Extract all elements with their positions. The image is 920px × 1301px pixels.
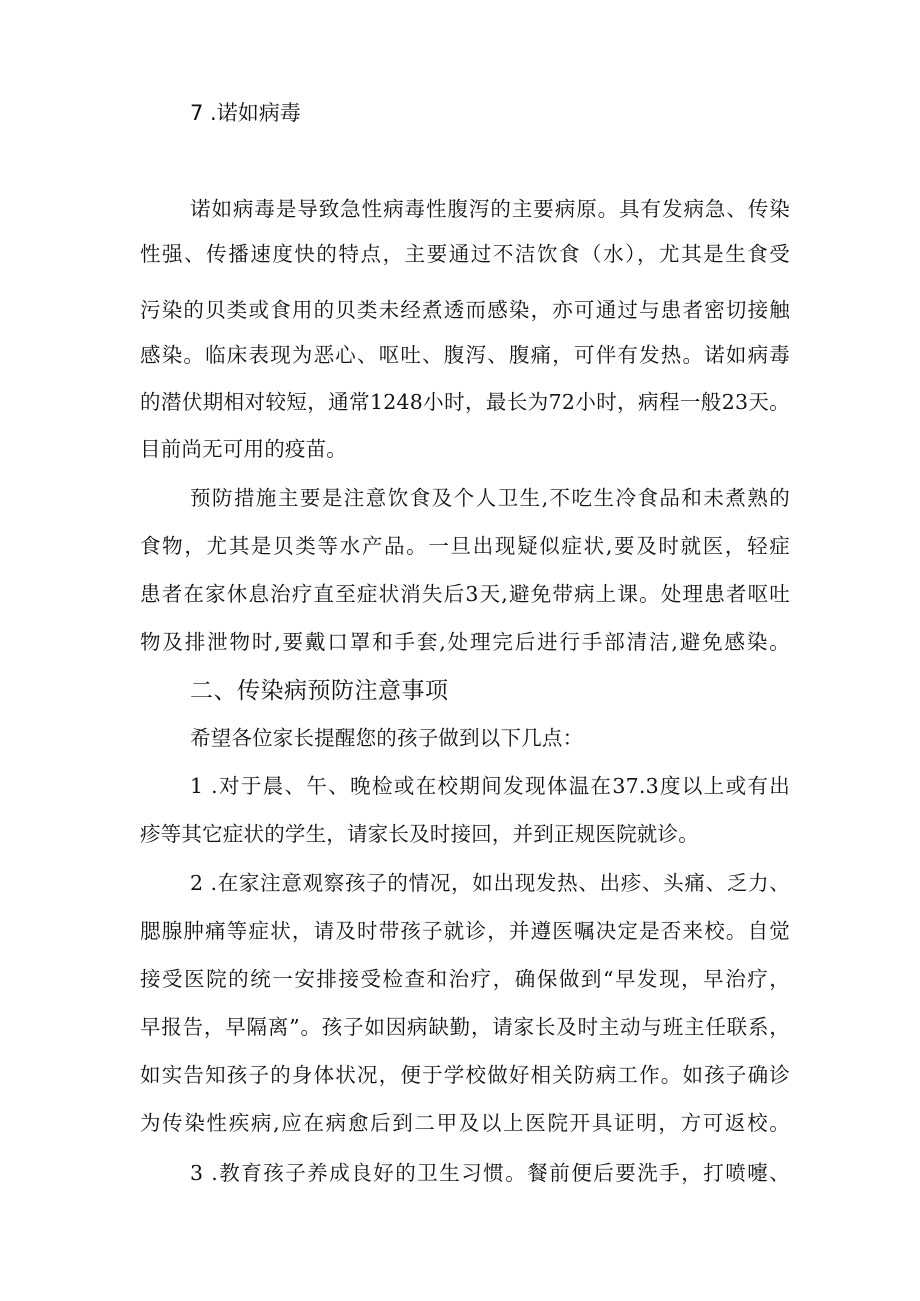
item-3-line-1: 3 .教育孩子养成良好的卫生习惯。餐前便后要洗手，打喷嚏、 <box>190 1161 790 1185</box>
item-2-line-2: 腮腺肿痛等症状，请及时带孩子就诊，并遵医嘱决定是否来校。自觉 <box>140 919 790 943</box>
section-2-heading: 二、传染病预防注意事项 <box>190 678 449 704</box>
intro-line: 希望各位家长提醒您的孩子做到以下几点： <box>190 726 584 750</box>
paragraph-2-line-1: 预防措施主要是注意饮食及个人卫生,不吃生冷食品和未煮熟的 <box>190 486 790 510</box>
item-2-line-5: 如实告知孩子的身体状况，便于学校做好相关防病工作。如孩子确诊 <box>140 1063 790 1087</box>
paragraph-1-line-6: 目前尚无可用的疫苗。 <box>140 437 347 461</box>
paragraph-2-line-3: 患者在家休息治疗直至症状消失后3天,避免带病上课。处理患者呕吐 <box>140 582 790 606</box>
item-1-line-1: 1 .对于晨、午、晚检或在校期间发现体温在37.3度以上或有出 <box>190 774 790 798</box>
paragraph-1-line-1: 诺如病毒是导致急性病毒性腹泻的主要病原。具有发病急、传染 <box>190 197 790 221</box>
paragraph-1-line-4: 感染。临床表现为恶心、呕吐、腹泻、腹痛，可伴有发热。诺如病毒 <box>140 343 790 367</box>
paragraph-1-line-5: 的潜伏期相对较短，通常1248小时，最长为72小时，病程一般23天。 <box>140 390 790 414</box>
item-7-heading: 7 .诺如病毒 <box>190 101 301 125</box>
item-2-line-3: 接受医院的统一安排接受检查和治疗，确保做到“早发现，早治疗， <box>140 967 790 991</box>
item-2-line-1: 2 .在家注意观察孩子的情况，如出现发热、出疹、头痛、乏力、 <box>190 871 790 895</box>
paragraph-1-line-2: 性强、传播速度快的特点，主要通过不洁饮食（水），尤其是生食受 <box>140 242 790 266</box>
item-1-line-2: 疹等其它症状的学生，请家长及时接回，并到正规医院就诊。 <box>140 822 699 846</box>
paragraph-2-line-4: 物及排泄物时,要戴口罩和手套,处理完后进行手部清洁,避免感染。 <box>140 630 790 654</box>
paragraph-2-line-2: 食物，尤其是贝类等水产品。一旦出现疑似症状,要及时就医，轻症 <box>140 534 790 558</box>
item-2-line-6: 为传染性疾病,应在病愈后到二甲及以上医院开具证明，方可返校。 <box>140 1111 790 1135</box>
item-2-line-4: 早报告，早隔离”。孩子如因病缺勤，请家长及时主动与班主任联系， <box>140 1015 790 1039</box>
paragraph-1-line-3: 污染的贝类或食用的贝类未经煮透而感染，亦可通过与患者密切接触 <box>140 298 790 322</box>
